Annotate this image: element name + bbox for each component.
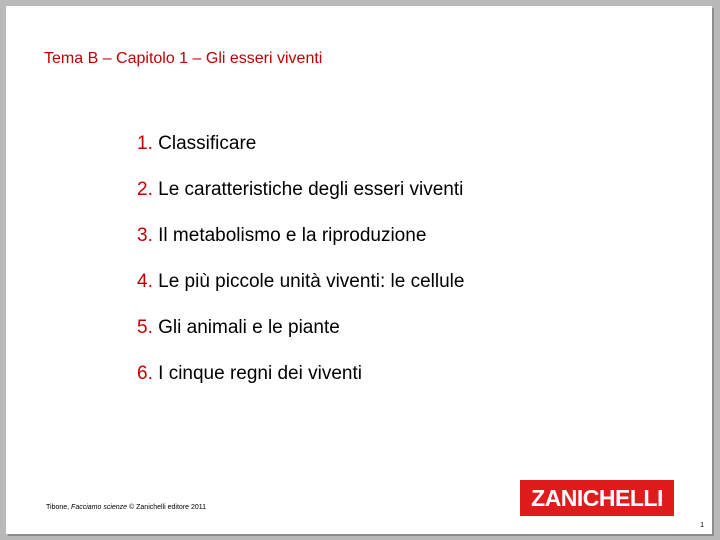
slide-title: Tema B – Capitolo 1 – Gli esseri viventi — [44, 50, 323, 67]
slide — [6, 6, 712, 534]
item-number: 4. — [137, 271, 153, 292]
item-text: Gli animali e le piante — [158, 317, 340, 338]
list-item — [137, 130, 464, 176]
list-item — [137, 268, 464, 314]
item-text: Il metabolismo e la riproduzione — [158, 225, 427, 246]
footer-credit — [46, 504, 206, 511]
item-number: 3. — [137, 225, 153, 246]
footer-publisher: © Zanichelli editore 2011 — [127, 504, 207, 511]
item-text: Classificare — [158, 133, 257, 154]
item-text: I cinque regni dei viventi — [158, 363, 362, 384]
chapter-list — [137, 130, 464, 406]
item-number: 1. — [137, 133, 153, 154]
list-item — [137, 360, 464, 406]
item-number: 2. — [137, 179, 153, 200]
list-item — [137, 314, 464, 360]
footer-book: Facciamo scienze — [71, 504, 128, 511]
item-number: 5. — [137, 317, 153, 338]
item-number: 6. — [137, 363, 153, 384]
list-item — [137, 176, 464, 222]
zanichelli-logo: ZANICHELLI — [520, 480, 674, 516]
list-item — [137, 222, 464, 268]
page-number: 1 — [700, 522, 704, 529]
item-text: Le caratteristiche degli esseri viventi — [158, 179, 464, 200]
item-text: Le più piccole unità viventi: le cellule — [158, 271, 465, 292]
footer-author: Tibone, — [46, 504, 72, 511]
